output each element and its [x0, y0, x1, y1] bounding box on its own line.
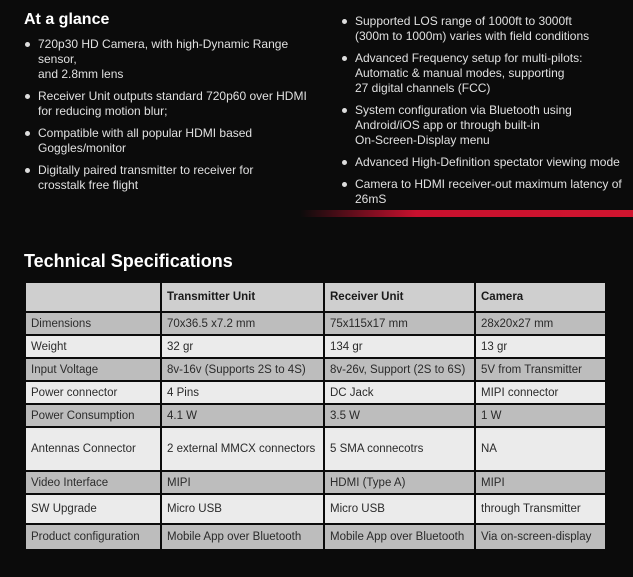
- table-row: [25, 427, 606, 471]
- bullet-icon: [25, 94, 30, 99]
- table-cell: 4.1 W: [161, 404, 324, 427]
- bullet-icon: [342, 160, 347, 165]
- bullet-icon: [25, 168, 30, 173]
- glance-item-text: Advanced High-Definition spectator viewing mode: [355, 155, 620, 169]
- table-cell: 13 gr: [475, 335, 606, 358]
- glance-item-text: Compatible with all popular HDMI based Goggles/monitor: [38, 126, 253, 155]
- glance-list-left: [24, 37, 324, 200]
- table-row: [25, 404, 606, 427]
- glance-item-text: Camera to HDMI receiver-out maximum latency of 26mS: [355, 177, 622, 206]
- table-row: [25, 312, 606, 335]
- row-label: Power Consumption: [25, 404, 161, 427]
- header-cell: Receiver Unit: [324, 282, 475, 312]
- table-cell: Mobile App over Bluetooth: [324, 524, 475, 550]
- glance-item-text: 720p30 HD Camera, with high-Dynamic Range sensor, and 2.8mm lens: [38, 37, 289, 81]
- glance-item-text: Advanced Frequency setup for multi-pilots: Automatic & manual modes, supporting 27 digital channels (FCC): [355, 51, 583, 95]
- table-row: [25, 524, 606, 550]
- spec-header-row: [25, 282, 606, 312]
- row-label: SW Upgrade: [25, 494, 161, 524]
- table-cell: MIPI: [161, 471, 324, 494]
- table-cell: through Transmitter: [475, 494, 606, 524]
- row-label: Product configuration: [25, 524, 161, 550]
- glance-item-text: System configuration via Bluetooth using Android/iOS app or through built-in On-Screen-Display menu: [355, 103, 572, 147]
- bullet-icon: [342, 182, 347, 187]
- glance-item: [341, 177, 626, 207]
- glance-item: [24, 163, 324, 193]
- header-cell: [25, 282, 161, 312]
- table-cell: DC Jack: [324, 381, 475, 404]
- table-cell: Via on-screen-display: [475, 524, 606, 550]
- row-label: Video Interface: [25, 471, 161, 494]
- table-cell: HDMI (Type A): [324, 471, 475, 494]
- row-label: Weight: [25, 335, 161, 358]
- glance-item-text: Digitally paired transmitter to receiver for crosstalk free flight: [38, 163, 254, 192]
- table-cell: 2 external MMCX connectors: [161, 427, 324, 471]
- row-label: Dimensions: [25, 312, 161, 335]
- bullet-icon: [342, 108, 347, 113]
- table-cell: 5V from Transmitter: [475, 358, 606, 381]
- bullet-icon: [25, 131, 30, 136]
- table-cell: 8v-26v, Support (2S to 6S): [324, 358, 475, 381]
- header-cell: Transmitter Unit: [161, 282, 324, 312]
- glance-list-right: [341, 14, 626, 214]
- table-row: [25, 381, 606, 404]
- bullet-icon: [342, 56, 347, 61]
- glance-item: [24, 126, 324, 156]
- table-row: [25, 471, 606, 494]
- row-label: Input Voltage: [25, 358, 161, 381]
- glance-item-text: Receiver Unit outputs standard 720p60 over HDMI for reducing motion blur;: [38, 89, 307, 118]
- glance-item-text: Supported LOS range of 1000ft to 3000ft (300m to 1000m) varies with field conditions: [355, 14, 590, 43]
- table-cell: Micro USB: [161, 494, 324, 524]
- table-cell: 5 SMA connecotrs: [324, 427, 475, 471]
- table-cell: 134 gr: [324, 335, 475, 358]
- table-row: [25, 335, 606, 358]
- table-cell: 4 Pins: [161, 381, 324, 404]
- table-cell: NA: [475, 427, 606, 471]
- at-a-glance-heading: At a glance: [24, 11, 110, 28]
- table-cell: 3.5 W: [324, 404, 475, 427]
- technical-specifications-heading: Technical Specifications: [24, 251, 233, 271]
- glance-item: [24, 89, 324, 119]
- glance-item: [341, 14, 626, 44]
- glance-item: [341, 155, 626, 170]
- table-row: [25, 358, 606, 381]
- glance-item: [341, 51, 626, 96]
- row-label: Antennas Connector: [25, 427, 161, 471]
- table-cell: Mobile App over Bluetooth: [161, 524, 324, 550]
- table-cell: 8v-16v (Supports 2S to 4S): [161, 358, 324, 381]
- bullet-icon: [25, 42, 30, 47]
- table-cell: MIPI connector: [475, 381, 606, 404]
- table-cell: 1 W: [475, 404, 606, 427]
- table-cell: 28x20x27 mm: [475, 312, 606, 335]
- row-label: Power connector: [25, 381, 161, 404]
- glance-item: [341, 103, 626, 148]
- red-accent-bar: [300, 210, 633, 217]
- header-cell: Camera: [475, 282, 606, 312]
- table-cell: 75x115x17 mm: [324, 312, 475, 335]
- spec-table: [24, 281, 607, 551]
- table-row: [25, 494, 606, 524]
- table-cell: Micro USB: [324, 494, 475, 524]
- bullet-icon: [342, 19, 347, 24]
- glance-item: [24, 37, 324, 82]
- table-cell: 32 gr: [161, 335, 324, 358]
- table-cell: 70x36.5 x7.2 mm: [161, 312, 324, 335]
- table-cell: MIPI: [475, 471, 606, 494]
